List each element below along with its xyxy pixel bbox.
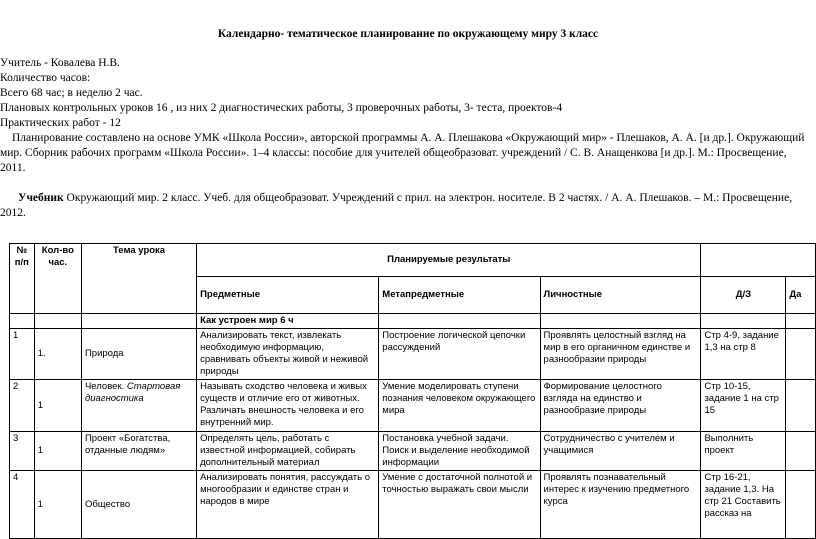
row-personal: Проявлять познавательный интерес к изучению предметного курса — [540, 471, 701, 539]
section-title: Как устроен мир 6 ч — [197, 314, 379, 329]
row-subject: Анализировать понятия, рассуждать о многообразии и единстве стран и народов в мире — [197, 471, 379, 539]
row-topic-text: Проект «Богатства, отданные людям» — [84, 433, 171, 456]
hours-total: Всего 68 час; в неделю 2 час. — [0, 87, 143, 99]
textbook-line — [0, 191, 812, 221]
table-row — [10, 432, 816, 471]
row-topic-text: Человек. — [84, 381, 127, 392]
row-subject: Называть сходство человека и живых существ и отличие его от животных. Различать внешность человека и его внутренний мир. — [197, 380, 379, 432]
header-num: № п/п — [10, 244, 35, 314]
teacher-line: Учитель - Ковалева Н.В. — [0, 57, 120, 69]
row-meta: Умение моделировать ступени познания человеком окружающего мира — [379, 380, 540, 432]
row-homework: Выполнить проект — [701, 432, 786, 471]
row-homework: Стр 10-15, задание 1 на стр 15 — [701, 380, 786, 432]
row-date — [786, 329, 816, 380]
row-personal: Проявлять целостный взгляд на мир в его органичном единстве и разнообразии природы — [540, 329, 701, 380]
header-count: Кол-во час. — [34, 244, 81, 314]
row-topic — [81, 380, 196, 432]
row-topic — [81, 432, 196, 471]
document-title: Календарно- тематическое планирование по окружающему миру 3 класс — [217, 28, 599, 40]
header-meta: Метапредметные — [379, 277, 540, 314]
header-subject: Предметные — [197, 277, 379, 314]
row-num: 3 — [10, 432, 35, 471]
row-topic — [81, 329, 196, 380]
table-row — [10, 329, 816, 380]
row-personal: Сотрудничество с учителем и учащимися — [540, 432, 701, 471]
row-subject: Определять цель, работать с известной информацией, собирать дополнительный материал — [197, 432, 379, 471]
row-date — [786, 471, 816, 539]
row-meta: Построение логической цепочки рассуждений — [379, 329, 540, 380]
planning-table — [9, 243, 816, 539]
row-personal: Формирование целостного взгляда на единство и разнообразие природы — [540, 380, 701, 432]
row-count: 1 — [34, 380, 81, 432]
header-homework: Д/З — [701, 277, 786, 314]
document-info — [0, 56, 812, 221]
header-topic: Тема урока — [81, 244, 196, 314]
planning-basis: Планирование составлено на основе УМК «Школа России», авторской программы А. А. Плешакова «Окружающий мир» - Плешаков, А. А. [и др.]. Окружающий мир. Сборник рабочих программ «Школа России». 1–4 классы: пособие для учителей общеобразоват. учреждений / С. В. Анащенкова [и др.]. М.: Просвещение, 2011. — [0, 132, 805, 174]
row-date — [786, 432, 816, 471]
row-num: 1 — [10, 329, 35, 380]
row-topic-text: Общество — [84, 498, 131, 510]
row-count: 1 — [34, 471, 81, 539]
row-date — [786, 380, 816, 432]
row-homework: Стр 4-9, задание 1,3 на стр 8 — [701, 329, 786, 380]
row-meta: Умение с достаточной полнотой и точностью выражать свои мысли — [379, 471, 540, 539]
control-lessons: Плановых контрольных уроков 16 , из них 2 диагностических работы, 3 проверочных работы, 3- теста, проектов-4 — [0, 102, 563, 114]
row-num: 4 — [10, 471, 35, 539]
row-num: 2 — [10, 380, 35, 432]
header-personal: Личностные — [540, 277, 701, 314]
hours-label: Количество часов: — [0, 72, 91, 84]
row-homework: Стр 16-21, задание 1,3. На стр 21 Составить рассказ на — [701, 471, 786, 539]
row-subject: Анализировать текст, извлекать необходимую информацию, сравнивать объекты живой и неживой природы — [197, 329, 379, 380]
textbook-label: Учебник — [18, 192, 64, 204]
practical-works: Практических работ - 12 — [0, 117, 121, 129]
row-count: 1. — [34, 329, 81, 380]
header-planned-results: Планируемые результаты — [197, 244, 701, 277]
row-topic — [81, 471, 196, 539]
textbook-text: Окружающий мир. 2 класс. Учеб. для общеобразоват. Учреждений с прил. на электрон. носителе. В 2 частях. / А. А. Плешаков. – М.: Просвещение, 2012. — [0, 192, 793, 219]
header-date: Да — [786, 277, 816, 314]
row-topic-text: Природа — [84, 348, 124, 359]
row-count: 1 — [34, 432, 81, 471]
row-meta: Постановка учебной задачи. Поиск и выделение необходимой информации — [379, 432, 540, 471]
table-row — [10, 471, 816, 539]
row-topic-note: Стартовая диагностика — [84, 381, 181, 404]
table-row — [10, 380, 816, 432]
